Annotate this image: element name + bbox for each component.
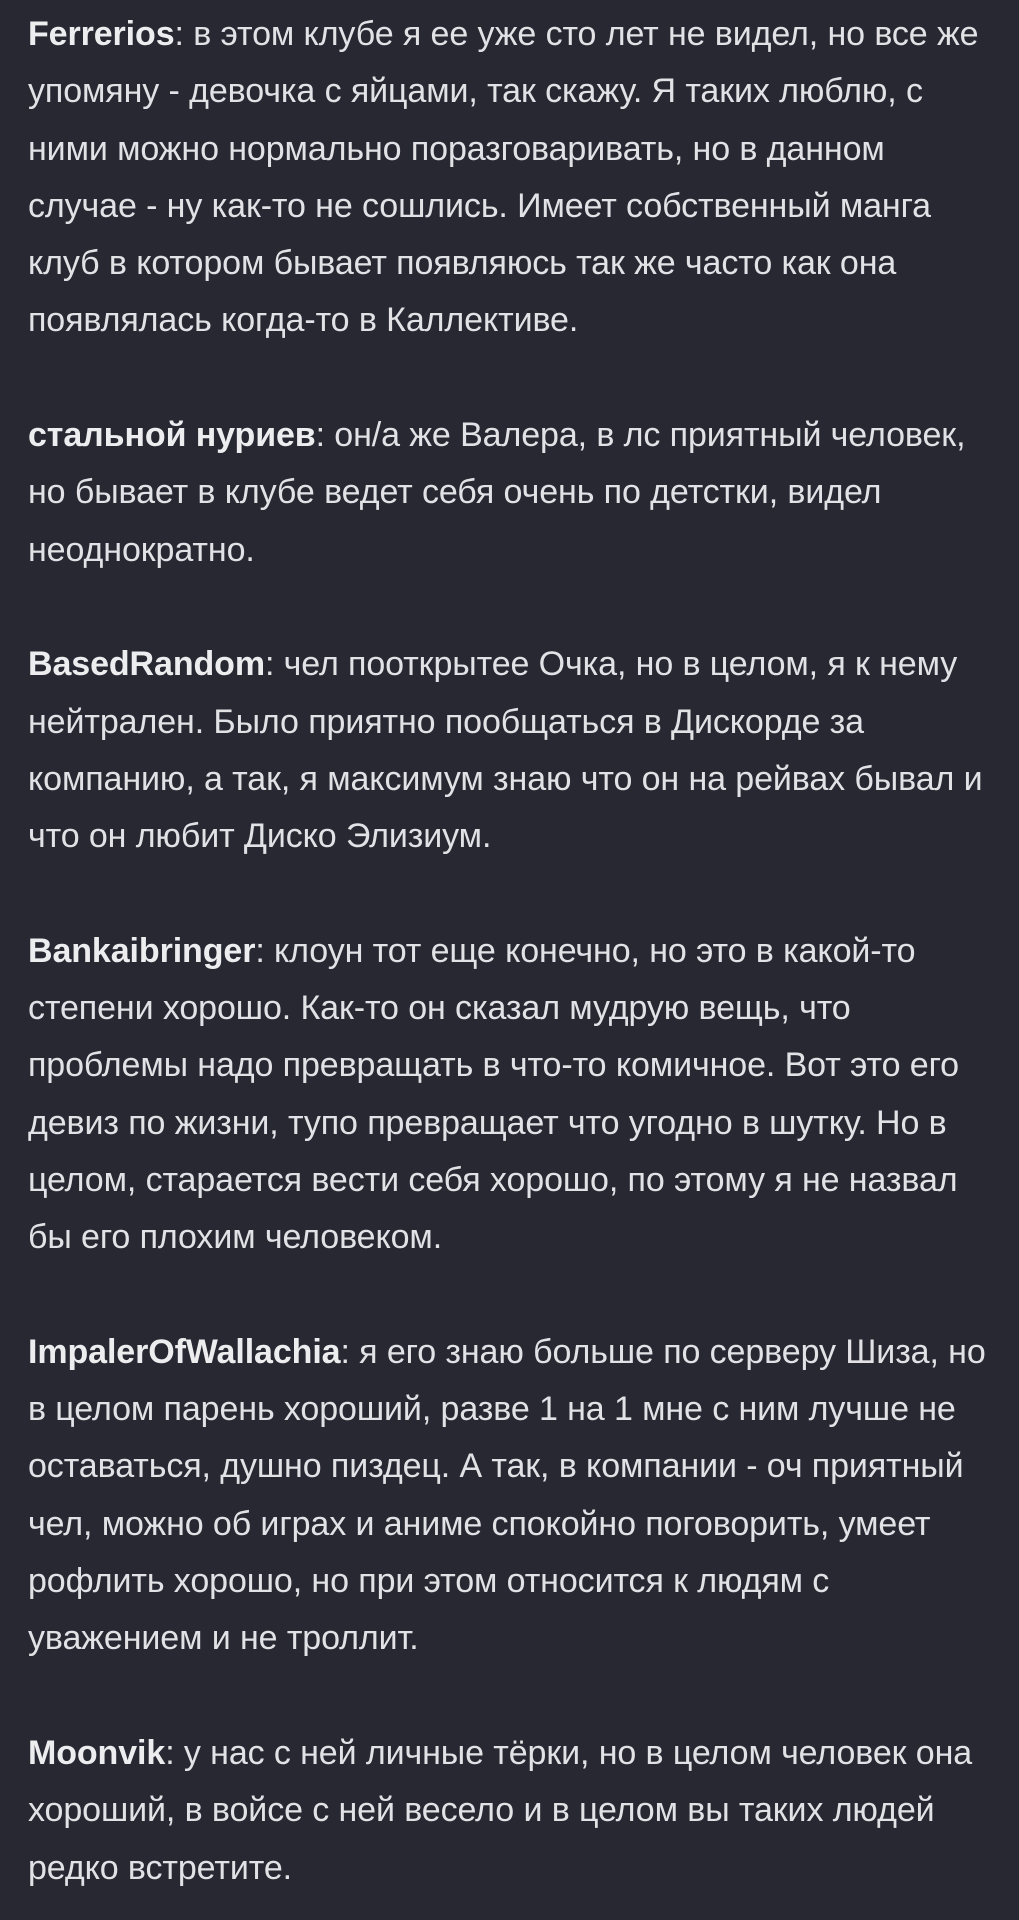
note-text: : клоун тот еще конечно, но это в какой-то степени хорошо. Как-то он сказал мудрую вещь, что проблемы надо превращать в что-то комичное. Вот это его девиз по жизни, тупо превращает что угодно в шутку. Но в целом, старается вести себя хорошо, по этому я не назвал бы его плохим человеком. <box>28 931 959 1257</box>
note-text: : я его знаю больше по серверу Шиза, но в целом парень хороший, разве 1 на 1 мне с ним лучше не оставаться, душно пиздец. А так, в компании - оч приятный чел, можно об играх и аниме спокойно поговорить, умеет рофлить хорошо, но при этом относится к людям с уважением и не троллит. <box>28 1332 986 1658</box>
user-note <box>28 636 991 865</box>
note-text: : чел пооткрытее Очка, но в целом, я к нему нейтрален. Было приятно пообщаться в Дискорде за компанию, а так, я максимум знаю что он на рейвах бывал и что он любит Диско Элизиум. <box>28 645 983 856</box>
user-note <box>28 923 991 1267</box>
username: BasedRandom <box>28 645 265 684</box>
user-note <box>28 1324 991 1668</box>
username: стальной нуриев <box>28 416 316 455</box>
user-note <box>28 407 991 579</box>
note-text: : в этом клубе я ее уже сто лет не видел, но все же упомяну - девочка с яйцами, так скажу. Я таких люблю, с ними можно нормально поразговаривать, но в данном случае - ну как-то не сошлись. Имеет собственный манга клуб в котором бывает появляюсь так же часто как она появлялась когда-то в Каллективе. <box>28 15 979 340</box>
username: Ferrerios <box>28 15 175 53</box>
note-text: : у нас с ней личные тёрки, но в целом человек она хороший, в войсе с ней весело и в целом вы таких людей редко встретите. <box>28 1733 973 1887</box>
review-list <box>28 6 991 1897</box>
note-text: : он/а же Валера, в лс приятный человек, но бывает в клубе ведет себя очень по детстки, видел неоднократно. <box>28 416 966 569</box>
username: ImpalerOfWallachia <box>28 1332 341 1371</box>
username: Bankaibringer <box>28 931 256 970</box>
user-note <box>28 6 991 350</box>
username: Moonvik <box>28 1733 166 1772</box>
user-note <box>28 1725 991 1897</box>
